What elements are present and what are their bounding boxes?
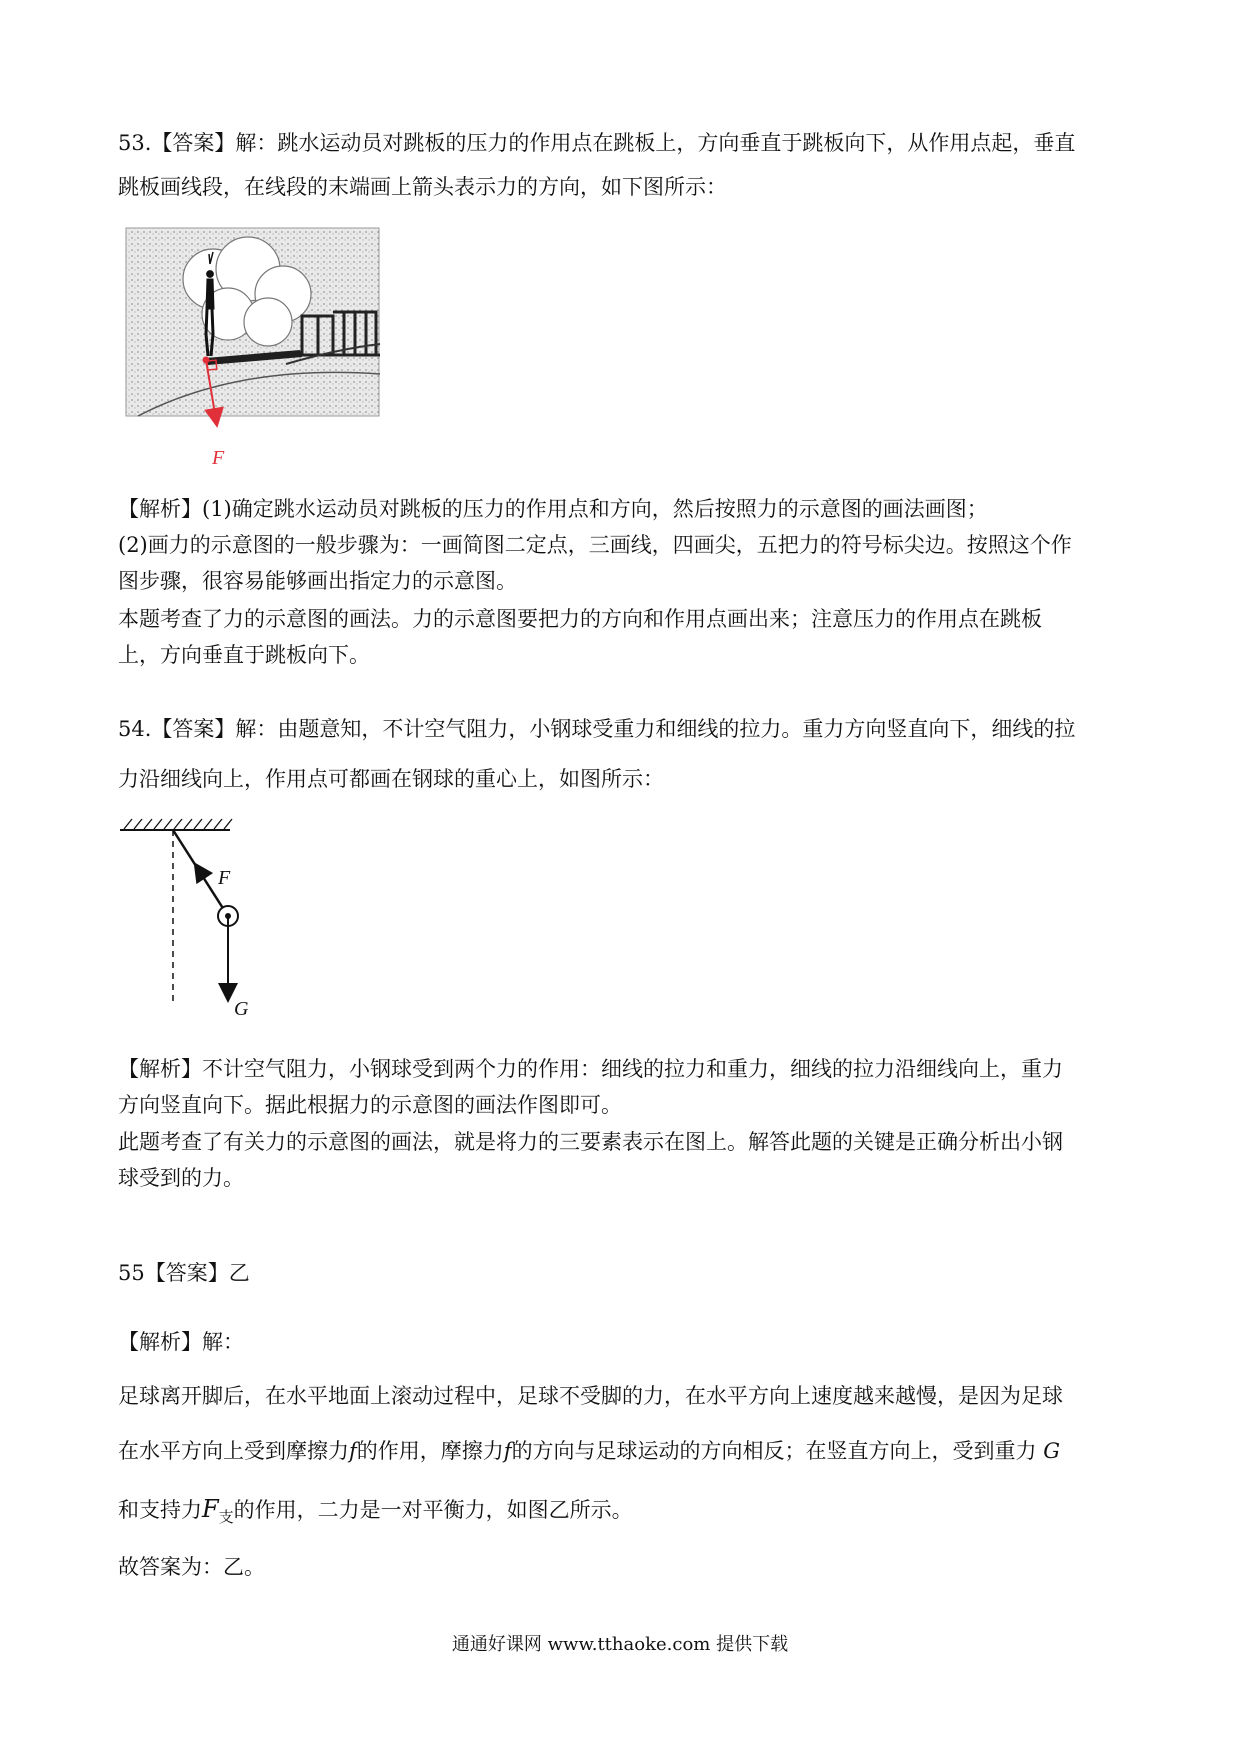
q54-analysis-line3: 此题考查了有关力的示意图的画法，就是将力的三要素表示在图上。解答此题的关键是正确分析出小钢 (118, 1130, 1063, 1154)
q55-analysis-head: 【解析】解： (118, 1330, 244, 1354)
q53-analysis-line2: (2)画力的示意图的一般步骤为：一画简图二定点，三画线，四画尖，五把力的符号标尖边。按照这个作 (118, 533, 1072, 557)
q55-line2 (118, 1436, 1060, 1466)
q53-analysis-line5: 上，方向垂直于跳板向下。 (118, 643, 370, 667)
q55-line2-b: 的作用，摩擦力 (356, 1439, 504, 1463)
friction-symbol-f: f (349, 1439, 357, 1463)
q53-answer-line1: 53.【答案】解：跳水运动员对跳板的压力的作用点在跳板上，方向垂直于跳板向下，从作用点起，垂直 (118, 131, 1076, 155)
q55-line3-b: 的作用，二力是一对平衡力，如图乙所示。 (233, 1498, 633, 1522)
support-force-subscript: 支 (218, 1508, 234, 1527)
q54-analysis-line4: 球受到的力。 (118, 1166, 244, 1190)
label-F: F (218, 867, 231, 889)
q53-analysis-line3: 图步骤，很容易能够画出指定力的示意图。 (118, 569, 517, 593)
ceiling-hatch (124, 819, 232, 829)
friction-symbol-f-2: f (503, 1439, 512, 1463)
q55-conclusion: 故答案为：乙。 (118, 1555, 265, 1579)
q53-analysis-line4: 本题考查了力的示意图的画法。力的示意图要把力的方向和作用点画出来；注意压力的作用点在跳板 (118, 607, 1042, 631)
gravity-symbol-G: G (1043, 1439, 1061, 1463)
q54-answer-line1: 54.【答案】解：由题意知，不计空气阻力，小钢球受重力和细线的拉力。重力方向竖直向下，细线的拉 (118, 717, 1076, 741)
diving-board-figure (118, 224, 390, 469)
tension-arrow-F (197, 867, 203, 876)
page-footer: 通通好课网 www.tthaoke.com 提供下载 (451, 1634, 789, 1655)
support-force-symbol-F: F (202, 1495, 219, 1523)
q54-analysis-line1: 【解析】不计空气阻力，小钢球受到两个力的作用：细线的拉力和重力，细线的拉力沿细线向上，重力 (118, 1057, 1063, 1081)
pendulum-figure (118, 812, 248, 1022)
label-G: G (234, 998, 248, 1020)
q55-line1: 足球离开脚后，在水平地面上滚动过程中，足球不受脚的力，在水平方向上速度越来越慢，是因为足球 (118, 1384, 1063, 1408)
q53-answer-line2: 跳板画线段，在线段的末端画上箭头表示力的方向，如下图所示： (118, 175, 727, 199)
force-label-F: F (212, 447, 225, 469)
q55-answer: 55【答案】乙 (118, 1261, 250, 1285)
q55-line3 (118, 1494, 633, 1532)
q55-line2-a: 在水平方向上受到摩擦力 (118, 1439, 349, 1463)
q53-analysis-line1: 【解析】(1)确定跳水运动员对跳板的压力的作用点和方向，然后按照力的示意图的画法画图； (118, 497, 988, 521)
q55-line2-c: 的方向与足球运动的方向相反；在竖直方向上，受到重力 (511, 1439, 1037, 1463)
q55-line3-a: 和支持力 (118, 1498, 202, 1522)
q54-analysis-line2: 方向竖直向下。据此根据力的示意图的画法作图即可。 (118, 1093, 622, 1117)
q54-answer-line2: 力沿细线向上，作用点可都画在钢球的重心上，如图所示： (118, 767, 664, 791)
